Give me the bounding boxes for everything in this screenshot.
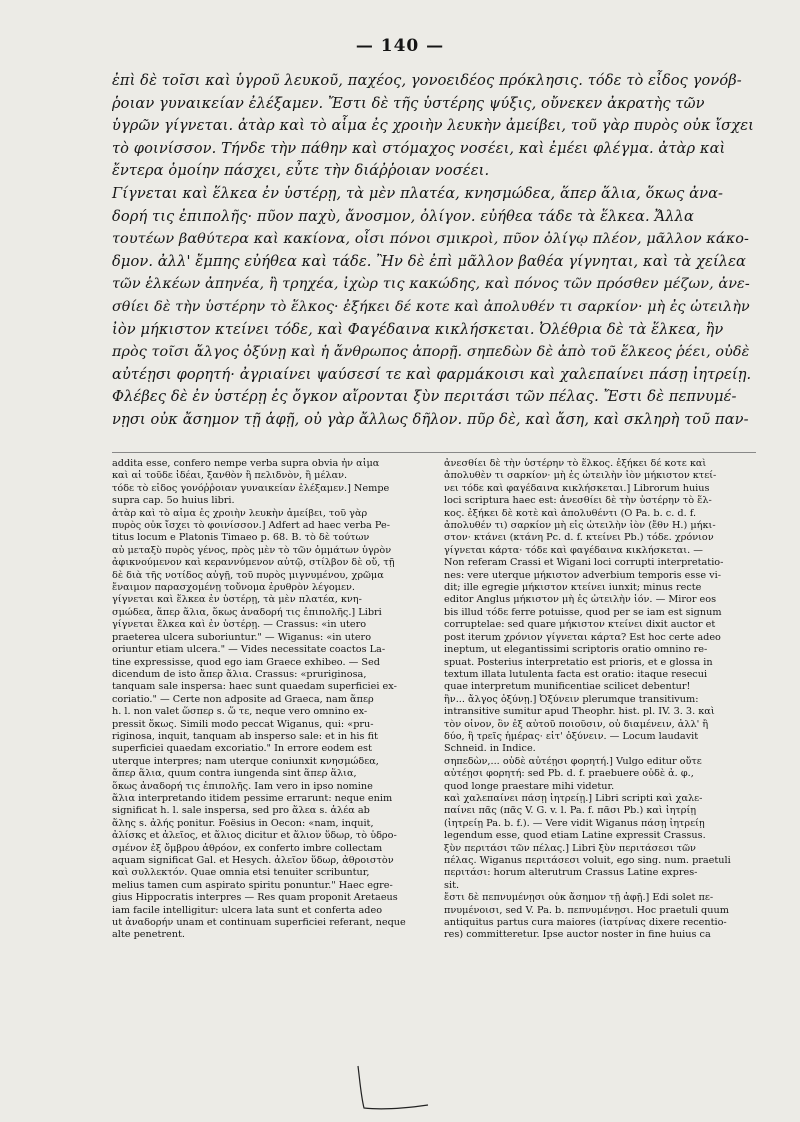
note-line: ἀλίσκς et ἀλεῖος, et ἅλιος dicitur et ἅλιον ὕδωρ, τὸ ὑδρο- bbox=[112, 830, 397, 842]
note-line: περιτάσι: horum alterutrum Crassus Latine expres- bbox=[444, 867, 698, 879]
note-line: πυρὸς οὐκ ἴσχει τὸ φοινίσσον.] Adfert ad haec verba Pe- bbox=[112, 520, 390, 532]
note-line: textum illata lutulenta facta est oratio: itaque resecui bbox=[444, 668, 708, 680]
note-line: superficiei quaedam excoriatio." In errore eodem est bbox=[112, 743, 372, 755]
note-line: ἢν... ἄλγος ὀξύνῃ.] Ὀξύνειν plerumque transitivum: bbox=[444, 693, 699, 705]
text-line: ἔντερα ὁμοίην πάσχει, εὖτε τὴν διάῤῥοιαν νοσέει. bbox=[112, 162, 490, 180]
note-line: σμένον ἐξ ὄμβρου ἀθρόον, ex conferto imbre collectam bbox=[112, 842, 383, 854]
note-line: post iterum χρόνιον γίγνεται κάρτα? Est hoc certe adeo bbox=[444, 631, 721, 643]
text-line: τῶν ἑλκέων ἀπηνέα, ἢ τρηχέα, ἰχὼρ τις κακώδης, καὶ πόνος τῶν πρόσθεν μέζων, ἀνε- bbox=[112, 276, 750, 293]
note-line: res) committeretur. Ipse auctor noster in fine huius ca bbox=[444, 929, 711, 941]
text-line: Φλέβες δὲ ἐν ὑστέρῃ ἐς ὄγκον αἴρονται ξὺν περιτάσι τῶν πέλας. Ἔστι δὲ πεπνυμέ- bbox=[112, 388, 737, 406]
note-line: σμώδεα, ἅπερ ἅλια, ὅκως ἀναδορή τις ἐπιπολῆς.] Libri bbox=[112, 606, 382, 618]
note-line: ὅκως ἀναδορή τις ἐπιπολῆς. Iam vero in ipso nomine bbox=[112, 780, 373, 792]
note-line: titus locum e Platonis Timaeo p. 68. B. τὸ δὲ τούτων bbox=[112, 532, 370, 544]
note-line: πέλας. Wiganus περιτάσεσι voluit, ego sing. num. praetuli bbox=[444, 855, 731, 866]
text-line: ῥοιαν γυναικείαν ἐλέξαμεν. Ἔστι δὲ τῆς ὑστέρης ψύξις, οὔνεκεν ἀκρατὴς τῶν bbox=[112, 94, 705, 112]
note-line: significat h. l. sale inspersa, sed pro ἅλεα s. ἀλέα ab bbox=[112, 805, 370, 817]
note-line: καὶ συλλεκτόν. Quae omnia etsi tenuiter scribuntur, bbox=[112, 867, 370, 879]
note-line: legendum esse, quod etiam Latine expressit Crassus. bbox=[444, 830, 706, 842]
note-line: oriuntur etiam ulcera." — Vides necessitate coactos La- bbox=[112, 644, 386, 656]
note-line: quod longe praestare mihi videtur. bbox=[444, 780, 615, 792]
text-line: νῃσι οὐκ ἄσημον τῇ ἁφῇ, οὐ γὰρ ἄλλως δῆλον. πῦρ δὲ, καὶ ἄση, καὶ σκληρὴ τοῦ παν- bbox=[112, 410, 749, 428]
footnotes bbox=[112, 458, 756, 942]
note-line: tanquam sale inspersa: haec sunt quaedam superficiei ex- bbox=[112, 681, 397, 693]
text-line: τουτέων βαθύτερα καὶ κακίονα, οἷσι πόνοι σμικροὶ, πῦον ὀλίγῳ πλέον, μᾶλλον κάκο- bbox=[112, 231, 749, 248]
text-line: πρὸς τοῖσι ἄλγος ὀξύνῃ καὶ ἡ ἄνθρωπος ἀπορῇ. σηπεδὼν δὲ ἀπὸ τοῦ ἕλκεος ῥέει, οὐδὲ bbox=[112, 344, 750, 361]
note-line: h. l. non valet ὥσπερ s. ὥ τε, neque vero omnino ex- bbox=[112, 706, 368, 718]
note-line: bis illud τόδε ferre potuisse, quod per se iam est signum bbox=[444, 606, 722, 618]
note-line: κος. ἐξήκει δὲ κοτὲ καὶ ἀπολυθέντι (O Pa. b. c. d. f. bbox=[444, 507, 697, 519]
note-line: πνυμένοισι, sed V. Pa. b. πεπνυμένῃσι. Hoc praetuli quum bbox=[444, 904, 729, 916]
note-line: ἔναιμον παρασχομένῃ τοὔνομα ἐρυθρὸν λέγομεν. bbox=[112, 582, 355, 594]
note-line: ἅπερ ἅλια, quum contra iungenda sint ἅπερ ἅλια, bbox=[112, 768, 357, 780]
note-line: alte penetrent. bbox=[112, 929, 185, 941]
note-line: ἅλης s. ἀλής ponitur. Foësius in Oecon: «nam, inquit, bbox=[112, 817, 374, 829]
note-line: melius tamen cum aspirato spiritu ponuntur." Haec egre- bbox=[112, 879, 393, 891]
note-line: δύο, ἢ τρεῖς ἡμέρας· εἶτ' ὀξύνειν. — Locum laudavit bbox=[444, 730, 699, 742]
note-line: addita esse, confero nempe verba supra obvia ἦν αἷμα bbox=[112, 458, 380, 469]
notes-right-column bbox=[444, 458, 756, 942]
note-line: sit. bbox=[444, 879, 460, 891]
note-line: τόδε τὸ εἶδος γονόῤῥοιαν γυναικείαν ἐλέξαμεν.] Nempe bbox=[112, 482, 390, 494]
note-line: ἔστι δὲ πεπνυμένῃσι οὐκ ἄσημον τῇ ἁφῇ.] Edi solet πε- bbox=[444, 892, 714, 904]
note-line: editor Anglus μήκιστον μὴ ἐς ὠτειλὴν ἰόν. — Miror eos bbox=[444, 594, 717, 606]
note-line: Non referam Crassi et Wigani loci corrupti interpretatio- bbox=[444, 557, 724, 569]
text-line: τὸ φοινίσσον. Τήνδε τὴν πάθην καὶ στόμαχος νοσέει, καὶ ἐμέει φλέγμα. ἀτὰρ καὶ bbox=[112, 139, 726, 157]
note-line: riginosa, inquit, tanquam ab insperso sale: et in his fit bbox=[112, 730, 378, 742]
note-line: γίγνεται καὶ ἕλκεα ἐν ὑστέρῃ, τὰ μὲν πλατέα, κνη- bbox=[112, 594, 362, 606]
note-line: corruptelae: sed quare μήκιστον κτείνει dixit auctor et bbox=[444, 619, 716, 631]
text-line: ὑγρῶν γίγνεται. ἀτὰρ καὶ τὸ αἷμα ἐς χροιὴν λευκὴν ἀμείβει, τοῦ γὰρ πυρὸς οὐκ ἴσχει bbox=[112, 117, 754, 135]
note-line: uterque interpres; nam uterque coniunxit κνησμώδεα, bbox=[112, 755, 379, 767]
note-line: praeterea ulcera suboriuntur." — Wiganus: «in utero bbox=[112, 631, 372, 643]
note-line: καὶ χαλεπαίνει πάσῃ ἰητρείῃ.] Libri scripti καὶ χαλε- bbox=[444, 792, 703, 804]
note-line: ἀνεσθίει δὲ τὴν ὑστέρην τὸ ἕλκος. ἐξήκει δέ κοτε καὶ bbox=[444, 458, 707, 469]
note-line: ἀφικνούμενον καὶ κεραννύμενον αὐτῷ, στίλβον δὲ οὔ, τῇ bbox=[112, 557, 395, 569]
text-line: αὐτέῃσι φορητή· ἀγριαίνει ψαύσεσί τε καὶ φαρμάκοισι καὶ χαλεπαίνει πάσῃ ἰητρείῃ. bbox=[112, 365, 752, 383]
footnote-divider bbox=[112, 452, 756, 453]
notes-left-column bbox=[112, 458, 424, 942]
page-number: — 140 — bbox=[355, 36, 445, 56]
note-line: αὐτέῃσι φορητή: sed Pb. d. f. praebuere οὐδὲ ἀ. φ., bbox=[444, 768, 694, 780]
note-line: ut ἀναδορήν unam et continuam superficiei referant, neque bbox=[112, 917, 406, 929]
note-line: Schneid. in Indice. bbox=[444, 743, 536, 755]
note-line: στον· κτάνει (κτάνη Pc. d. f. κτείνει Pb.) τόδε. χρόνιον bbox=[444, 532, 714, 544]
note-line: γίγνεται ἕλκεα καὶ ἐν ὑστέρῃ. — Crassus: «in utero bbox=[112, 619, 367, 631]
note-line: loci scriptura haec est: ἀνεσθίει δὲ τὴν ὑστέρην τὸ ἕλ- bbox=[444, 495, 712, 507]
handwritten-mark bbox=[352, 1064, 432, 1114]
note-line: tine expressisse, quod ego iam Graece exhibeo. — Sed bbox=[112, 656, 380, 668]
note-line: pressit ὅκως. Simili modo peccat Wiganus, qui: «pru- bbox=[112, 718, 374, 730]
note-line: antiquitus partus cura maiores (ἰατρίνας dixere recentio- bbox=[444, 917, 727, 929]
note-line: gius Hippocratis interpres — Res quam proponit Aretaeus bbox=[112, 892, 398, 904]
note-line: δὲ διὰ τῆς νοτίδος αὐγῇ, τοῦ πυρὸς μιγνυμένου, χρῶμα bbox=[112, 569, 384, 581]
note-line: παίνει πᾶς (πᾶς V. G. v. l. Pa. f. πᾶσι Pb.) καὶ ἰητρίῃ bbox=[444, 805, 697, 817]
note-line: dit; ille egregie μήκιστον κτείνει iunxit; minus recte bbox=[444, 582, 702, 594]
note-line: ἀτὰρ καὶ τὸ αἷμα ἐς χροιὴν λευκὴν ἀμείβει, τοῦ γὰρ bbox=[112, 507, 368, 519]
note-line: νει τόδε καὶ φαγέδαινα κικλήσκεται.] Librorum huius bbox=[444, 482, 710, 494]
note-line: quae interpretum munificentiae scilicet debentur! bbox=[444, 681, 691, 693]
text-line: ἐπὶ δὲ τοῖσι καὶ ὑγροῦ λευκοῦ, παχέος, γονοειδέος πρόκλησις. τόδε τὸ εἶδος γονόβ- bbox=[112, 72, 742, 89]
note-line: γίγνεται κάρτα· τόδε καὶ φαγέδαινα κικλήσκεται. — bbox=[444, 544, 703, 556]
text-line: Γίγνεται καὶ ἕλκεα ἐν ὑστέρῃ, τὰ μὲν πλατέα, κνησμώδεα, ἅπερ ἅλια, ὅκως ἀνα- bbox=[112, 184, 724, 202]
main-text bbox=[112, 70, 756, 432]
note-line: coriatio." — Certe non adposite ad Graeca, nam ἅπερ bbox=[112, 693, 374, 705]
note-line: iam facile intelligitur: ulcera lata sunt et conferta adeo bbox=[112, 904, 383, 916]
note-line: ineptum, ut elegantissimi scriptoris oratio omnino re- bbox=[444, 644, 708, 656]
note-line: dicendum de isto ἅπερ ἅλια. Crassus: «pruriginosa, bbox=[112, 668, 367, 680]
note-line: αὖ μεταξὺ πυρὸς γένος, πρὸς μὲν τὸ τῶν ὀμμάτων ὑγρὸν bbox=[112, 544, 392, 556]
note-line: (ἰητρείῃ Pa. b. f.). — Vere vidit Wiganus πάσῃ ἰητρείῃ bbox=[444, 817, 705, 829]
note-line: ἅλια interpretando itidem pessime errarunt: neque enim bbox=[112, 792, 393, 804]
note-line: supra cap. 5o huius libri. bbox=[112, 495, 235, 507]
note-line: spuat. Posterius interpretatio est prioris, et e glossa in bbox=[444, 656, 713, 668]
note-line: ἀπολυθὲν τι σαρκίον· μὴ ἐς ὠτειλὴν ἰὸν μήκιστον κτεί- bbox=[444, 470, 717, 482]
note-line: intransitive sumitur apud Theophr. hist. pl. IV. 3. 3. καὶ bbox=[444, 706, 715, 718]
note-line: nes: vere uterque μήκιστον adverbium temporis esse vi- bbox=[444, 569, 721, 581]
note-line: τὸν οἶνον, ὃν ἐξ αὐτοῦ ποιοῦσιν, οὐ διαμένειν, ἀλλ' ἢ bbox=[444, 718, 709, 730]
note-line: καὶ αἱ τοῦδε ἰδέαι, ξανθὸν ἢ πελιδνὸν, ἢ μέλαν. bbox=[112, 470, 348, 482]
note-line: ἀπολυθέν τι) σαρκίον μὴ εἰς ὠτειλὴν ἰὸν (ἔθν H.) μήκι- bbox=[444, 520, 716, 532]
text-line: ἰὸν μήκιστον κτείνει τόδε, καὶ Φαγέδαινα κικλήσκεται. Ὀλέθρια δὲ τὰ ἕλκεα, ἢν bbox=[112, 320, 724, 338]
text-line: δμον. ἀλλ' ἔμπης εὐήθεα καὶ τάδε. Ἢν δὲ ἐπὶ μᾶλλον βαθέα γίγνηται, καὶ τὰ χείλεα bbox=[112, 252, 747, 270]
text-line: δορή τις ἐπιπολῆς· πῦον παχὺ, ἄνοσμον, ὀλίγον. εὐήθεα τάδε τὰ ἕλκεα. Ἄλλα bbox=[112, 207, 694, 225]
note-line: ξὺν περιτάσι τῶν πέλας.] Libri ξὺν περιτάσεσι τῶν bbox=[444, 842, 696, 854]
text-line: σθίει δὲ τὴν ὑστέρην τὸ ἕλκος· ἐξήκει δέ κοτε καὶ ἀπολυθέν τι σαρκίον· μὴ ἐς ὠτειλὴν bbox=[112, 298, 750, 315]
note-line: aquam significat Gal. et Hesych. ἀλεῖον ὕδωρ, ἀθροιστὸν bbox=[112, 855, 394, 866]
note-line: σηπεδὼν,... οὐδὲ αὐτέῃσι φορητή.] Vulgo editur οὔτε bbox=[444, 755, 702, 767]
